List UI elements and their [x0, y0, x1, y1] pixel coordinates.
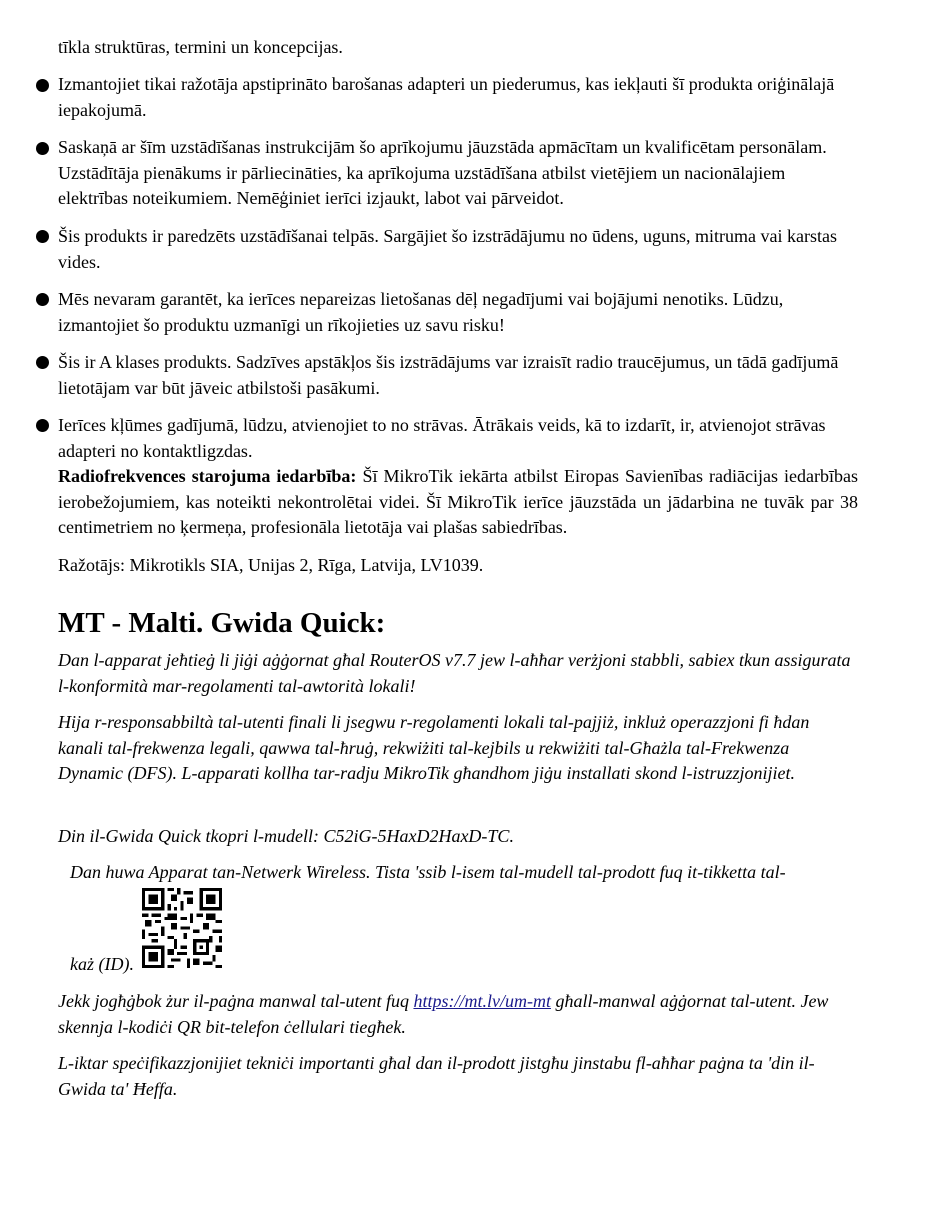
bullet-dot-icon [36, 230, 49, 243]
lv-manufacturer: Ražotājs: Mikrotikls SIA, Unijas 2, Rīga, Latvija, LV1039. [58, 555, 484, 575]
mt-paragraph-6: L-iktar speċifikazzjonijiet tekniċi importanti għal dan il-prodott jistgħu jinstabu fl-aħħar paġna ta 'din il-Gwida ta' Ħeffa. [58, 1053, 815, 1099]
mt-heading: MT - Malti. Gwida Quick: [58, 607, 386, 639]
mt-paragraph-5 [58, 989, 858, 1040]
mt-p5-text-end: għall-manwal aġġornat tal-utent. Jew skennja l-kodiċi QR bit-telefon ċellulari tiegħek. [58, 991, 829, 1037]
lv-rf-text: Šī MikroTik iekārta atbilst Eiropas Savienības radiācijas iedarbības ierobežojumiem, kas noteikti nekontrolētai videi. Šī MikroTik ierīce jāuzstāda un jādarbina ne tuvāk par 38 centimetriem no ķermeņa, profesionāla lietotāja vai plašas sabiedrības. [58, 466, 859, 537]
user-manual-link[interactable]: https://mt.lv/um-mt [413, 991, 551, 1011]
lv-bullet-1: Izmantojiet tikai ražotāja apstiprināto barošanas adapteri un piederumus, kas iekļauti šī produkta oriģinālajā iepakojumā. [58, 74, 835, 120]
mt-paragraph-3: Din il-Gwida Quick tkopri l-mudell: C52iG-5HaxD2HaxD-TC. [58, 826, 514, 846]
lv-bullet-3: Šis produkts ir paredzēts uzstādīšanai telpās. Sargājiet šo izstrādājumu no ūdens, uguns, mitruma vai karstas vides. [58, 226, 838, 272]
lv-rf-label: Radiofrekvences starojuma iedarbība: [58, 466, 357, 486]
qr-code-icon[interactable] [142, 888, 222, 968]
lv-bullet-4: Mēs nevaram garantēt, ka ierīces nepareizas lietošanas dēļ negadījumi vai bojājumi nenotiks. Lūdzu, izmantojiet šo produktu uzmanīgi un rīkojieties uz savu risku! [58, 289, 784, 335]
lv-bullet-5: Šis ir A klases produkts. Sadzīves apstākļos šis izstrādājums var izraisīt radio traucējumus, un tādā gadījumā lietotājam var būt jāveic atbilstoši pasākumi. [58, 352, 839, 398]
lv-bullet-2: Saskaņā ar šīm uzstādīšanas instrukcijām šo aprīkojumu jāuzstāda apmācītam un kvalificētam personālam. Uzstādītāja pienākums ir pārliecināties, ka aprīkojuma uzstādīšana atbilst vietējiem un nacionālajiem elektrības noteikumiem. Nemēģiniet ierīci izjaukt, labot vai pārveidot. [58, 137, 827, 208]
bullet-dot-icon [36, 356, 49, 369]
bullet-dot-icon [36, 79, 49, 92]
mt-paragraph-2: Hija r-responsabbiltà tal-utenti finali li jsegwu r-regolamenti lokali tal-pajjiż, inkluż operazzjoni fi ħdan kanali tal-frekwenza legali, qawwa tal-ħruġ, rekwiżiti tal-kejbils u rekwiżiti tal-Għażla tal-Frekwenza Dynamic (DFS). L-apparati kollha tar-radju MikroTik għandhom jiġu installati skond l-istruzzjonijiet. [58, 712, 810, 783]
lv-bullet-6: Ierīces kļūmes gadījumā, lūdzu, atvienojiet to no strāvas. Ātrākais veids, kā to izdarīt, ir, atvienojot strāvas adapteri no kontaktligzdas. [58, 415, 826, 461]
mt-p5-text-start: Jekk jogħġbok żur il-paġna manwal tal-utent fuq [58, 991, 414, 1011]
mt-paragraph-1: Dan l-apparat jeħtieġ li jiġi aġġornat għal RouterOS v7.7 jew l-aħħar verżjoni stabbli, sabiex tkun assigurata l-konformità mar-regolamenti tal-awtorità lokali! [58, 650, 851, 696]
bullet-dot-icon [36, 142, 49, 155]
mt-paragraph-4-end: każ (ID). [70, 954, 134, 974]
lv-continued-line: tīkla struktūras, termini un koncepcijas. [58, 37, 343, 57]
mt-paragraph-4: Dan huwa Apparat tan-Netwerk Wireless. Tista 'ssib l-isem tal-mudell tal-prodott fuq it-tikketta tal- [70, 862, 786, 882]
bullet-dot-icon [36, 419, 49, 432]
bullet-dot-icon [36, 293, 49, 306]
lv-rf-exposure [58, 464, 858, 541]
